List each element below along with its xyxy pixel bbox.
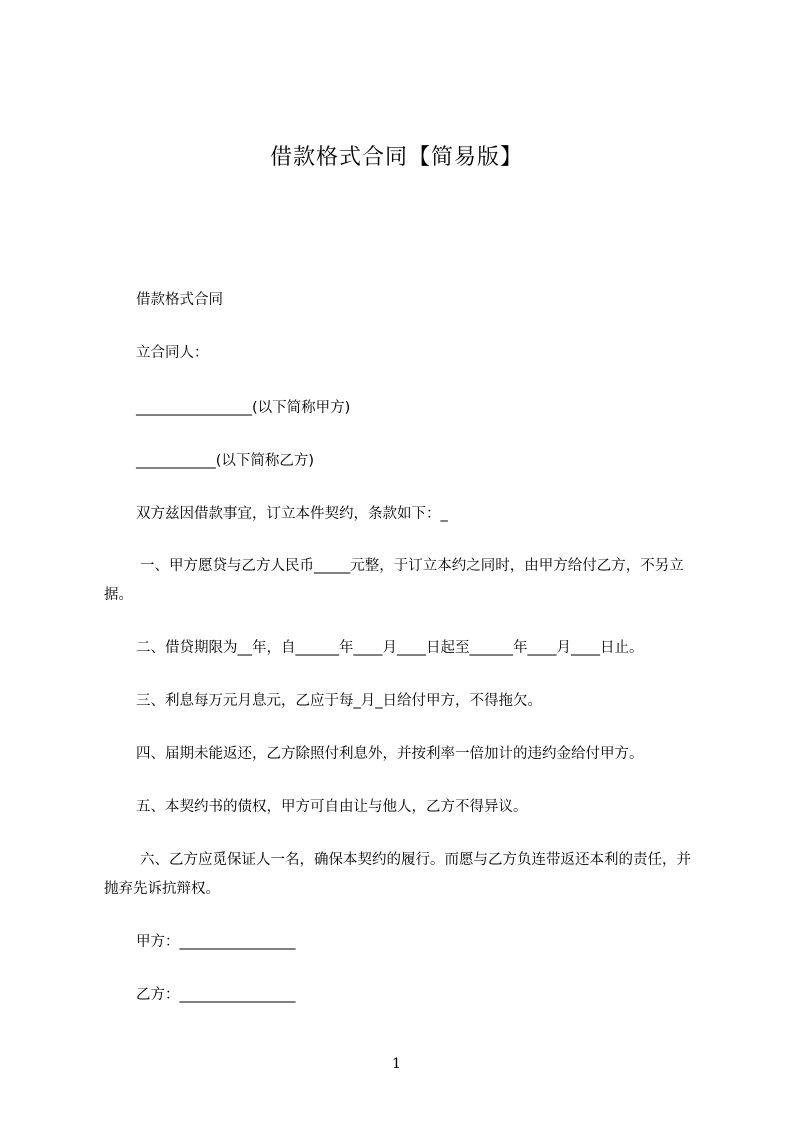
clause-5: 五、本契约书的债权，甲方可自由让与他人，乙方不得异议。 bbox=[136, 799, 528, 815]
party-a-signature: 甲方：________________ bbox=[136, 934, 296, 950]
party-a-blank: ________________(以下简称甲方) bbox=[136, 400, 351, 416]
clause-2: 二、借贷期限为__年，自______年____月____日起至______年____月____日止。 bbox=[136, 640, 644, 656]
page-number: 1 bbox=[392, 1056, 401, 1072]
party-b-signature: 乙方：________________ bbox=[136, 987, 296, 1003]
party-b-blank: ___________(以下简称乙方) bbox=[136, 453, 315, 469]
clause-4: 四、届期未能返还，乙方除照付利息外，并按利率一倍加计的违约金给付甲方。 bbox=[136, 746, 644, 762]
clause-6: 六、乙方应觅保证人一名，确保本契约的履行。而愿与乙方负连带返还本利的责任，并抛弃先诉抗辩权。 bbox=[104, 852, 691, 897]
clause-3: 三、利息每万元月息元，乙应于每_月_日给付甲方，不得拖欠。 bbox=[136, 693, 542, 709]
parties-label: 立合同人： bbox=[136, 345, 209, 361]
clause-1: 一、甲方愿贷与乙方人民币_____元整，于订立本约之同时，由甲方给付乙方，不另立据。 bbox=[104, 558, 684, 603]
document-title: 借款格式合同【简易版】 bbox=[269, 145, 523, 170]
preamble-text: 双方兹因借款事宜，订立本件契约，条款如下：_ bbox=[136, 506, 448, 522]
contract-heading: 借款格式合同 bbox=[136, 292, 223, 308]
